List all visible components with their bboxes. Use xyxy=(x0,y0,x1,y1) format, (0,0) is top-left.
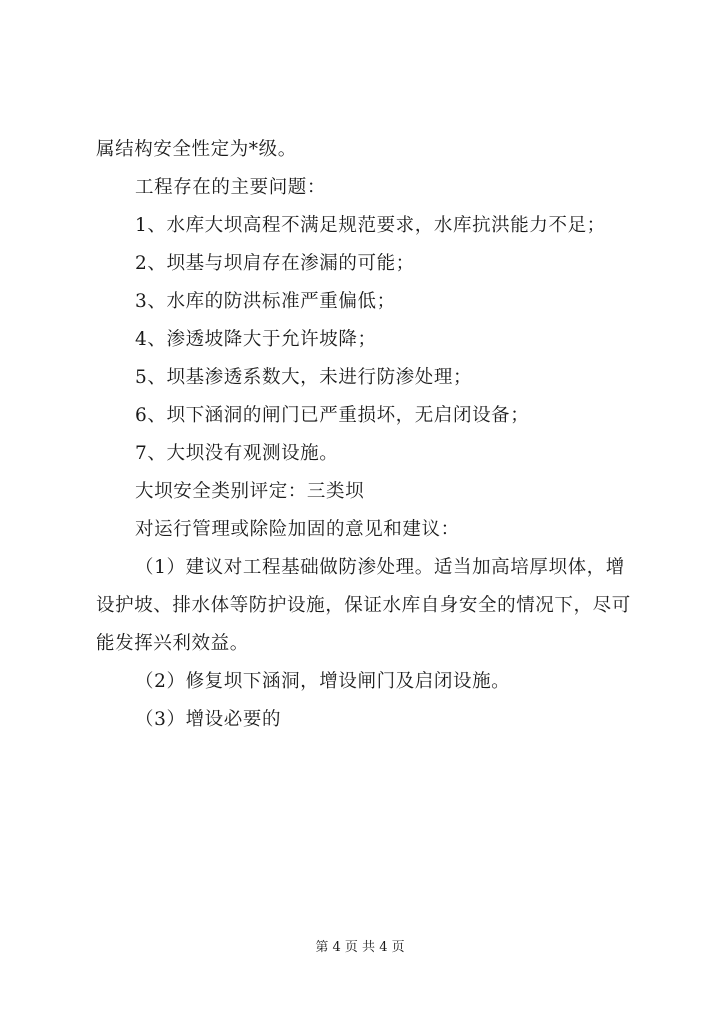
section-heading: 工程存在的主要问题： xyxy=(135,177,327,198)
list-item: 4、渗透坡降大于允许坡降； xyxy=(135,329,377,350)
list-item: 2、坝基与坝肩存在渗漏的可能； xyxy=(135,253,415,274)
paragraph-line: （1）建议对工程基础做防渗处理。适当加高培厚坝体，增 xyxy=(135,557,625,578)
list-item: 5、坝基渗透系数大，未进行防渗处理； xyxy=(135,367,473,388)
paragraph-line: （3）增设必要的 xyxy=(135,709,282,730)
list-item: 7、大坝没有观测设施。 xyxy=(135,443,339,464)
section-heading: 对运行管理或除险加固的意见和建议： xyxy=(135,519,460,540)
list-item: 3、水库的防洪标准严重偏低； xyxy=(135,291,396,312)
text-line: 属结构安全性定为*级。 xyxy=(96,139,297,160)
safety-category-line: 大坝安全类别评定：三类坝 xyxy=(135,481,365,502)
paragraph-line: 能发挥兴利效益。 xyxy=(96,633,249,654)
paragraph-line: 设护坡、排水体等防护设施，保证水库自身安全的情况下，尽可 xyxy=(96,595,631,616)
paragraph-line: （2）修复坝下涵洞，增设闸门及启闭设施。 xyxy=(135,671,511,692)
list-item: 1、水库大坝高程不满足规范要求，水库抗洪能力不足； xyxy=(135,215,606,236)
list-item: 6、坝下涵洞的闸门已严重损坏，无启闭设备； xyxy=(135,405,530,426)
page-number-footer: 第 4 页 共 4 页 xyxy=(315,940,405,955)
